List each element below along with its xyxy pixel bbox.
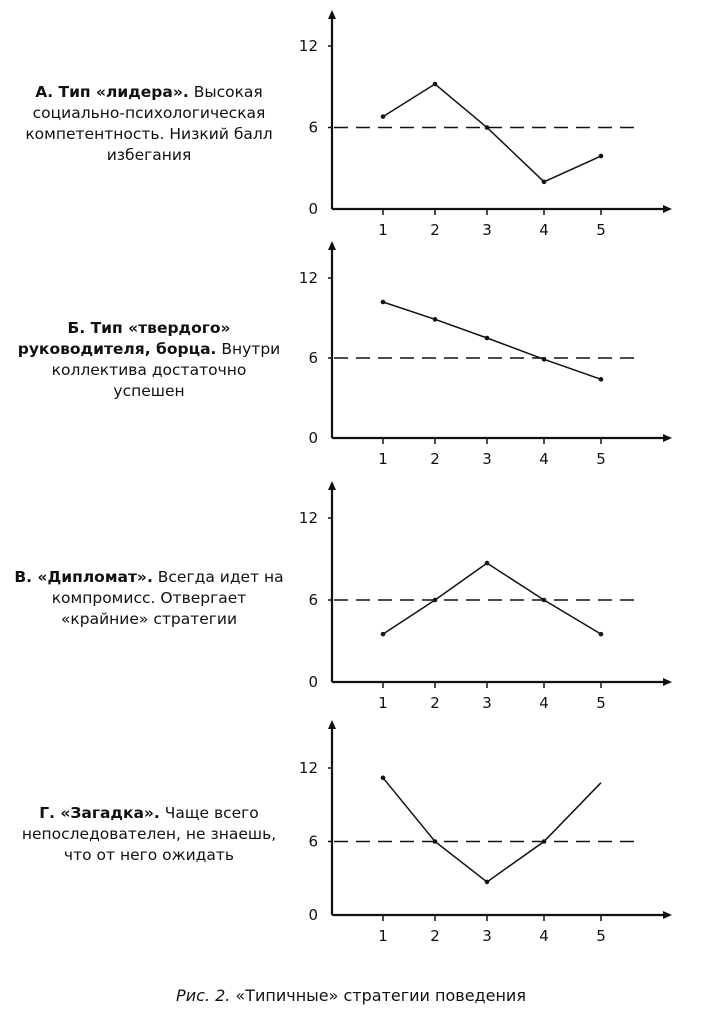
x-tick-label: 5 [596,694,606,712]
data-point [485,880,490,885]
x-tick-label: 2 [430,221,440,239]
x-tick-label: 2 [430,694,440,712]
y-tick-label: 0 [308,906,318,924]
data-point [542,839,547,844]
x-axis-arrow-icon [663,434,672,442]
series-line [383,563,601,634]
figure-caption [0,986,702,1005]
y-tick-label: 6 [308,832,318,851]
data-point [433,598,438,603]
panel-d-caption [14,803,284,866]
x-tick-label: 3 [482,221,492,239]
y-tick-label: 12 [298,37,318,55]
y-tick-label: 0 [308,673,318,691]
y-axis-arrow-icon [328,10,336,19]
data-point [485,125,490,130]
series-line [383,302,601,379]
x-tick-label: 4 [539,221,549,239]
x-axis-arrow-icon [663,205,672,213]
data-point [381,300,386,305]
panel-b-caption [14,318,284,402]
x-tick-label: 5 [596,450,606,468]
y-axis-arrow-icon [328,241,336,250]
figure-caption-prefix: Рис. 2. [176,986,231,1005]
series-line [383,778,601,882]
panel-d-caption-bold: Г. «Загадка». [39,804,160,822]
x-tick-label: 3 [482,450,492,468]
data-point [542,598,547,603]
panel-b-plot [290,231,680,471]
x-tick-label: 2 [430,927,440,945]
data-point [381,776,386,781]
data-point [599,154,604,159]
y-axis-arrow-icon [328,720,336,729]
data-point [381,114,386,119]
y-tick-label: 6 [308,349,318,367]
data-point [433,317,438,322]
data-point [599,377,604,382]
x-tick-label: 4 [539,450,549,468]
panel-a-caption-text: Высокая социально-психологическая компетентность. Низкий балл избегания [25,83,273,164]
panel-c-plot [290,471,680,711]
y-axis-arrow-icon [328,481,336,490]
data-point [433,839,438,844]
y-tick-label: 12 [298,759,318,777]
y-tick-label: 12 [298,509,318,527]
x-axis-arrow-icon [663,678,672,686]
x-tick-label: 1 [378,450,388,468]
data-point [381,632,386,637]
panel-c-caption-text: Всегда идет на компромисс. Отвергает «крайние» стратегии [51,568,284,628]
data-point [485,336,490,341]
x-tick-label: 3 [482,927,492,945]
data-point [542,180,547,185]
panel-d-caption-text: Чаще всего непоследователен, не знаешь, что от него ожидать [21,804,277,864]
series-line [383,84,601,182]
x-tick-label: 3 [482,694,492,712]
data-point [599,632,604,637]
x-tick-label: 1 [378,221,388,239]
figure-caption-text: «Типичные» стратегии поведения [230,986,526,1005]
x-tick-label: 1 [378,927,388,945]
y-tick-label: 12 [298,269,318,287]
panel-c-caption-bold: В. «Дипломат». [14,568,153,586]
x-tick-label: 1 [378,694,388,712]
y-tick-label: 6 [308,118,318,137]
x-axis-arrow-icon [663,911,672,919]
data-point [542,357,547,362]
x-tick-label: 2 [430,450,440,468]
data-point [485,561,490,566]
x-tick-label: 4 [539,927,549,945]
x-tick-label: 5 [596,221,606,239]
panel-a-caption [14,82,284,166]
panel-b-caption-text: Внутри коллектива достаточно успешен [51,340,281,400]
data-point [433,82,438,87]
y-tick-label: 0 [308,429,318,447]
y-tick-label: 0 [308,200,318,218]
x-tick-label: 5 [596,927,606,945]
x-tick-label: 4 [539,694,549,712]
panel-d-plot [290,710,680,970]
y-tick-label: 6 [308,591,318,609]
panel-a-caption-bold: А. Тип «лидера». [35,83,189,101]
panel-c-caption [14,567,284,630]
panel-a-plot [290,0,680,240]
panel-b-caption-bold: Б. Тип «твердого» руководителя, борца. [17,319,231,358]
